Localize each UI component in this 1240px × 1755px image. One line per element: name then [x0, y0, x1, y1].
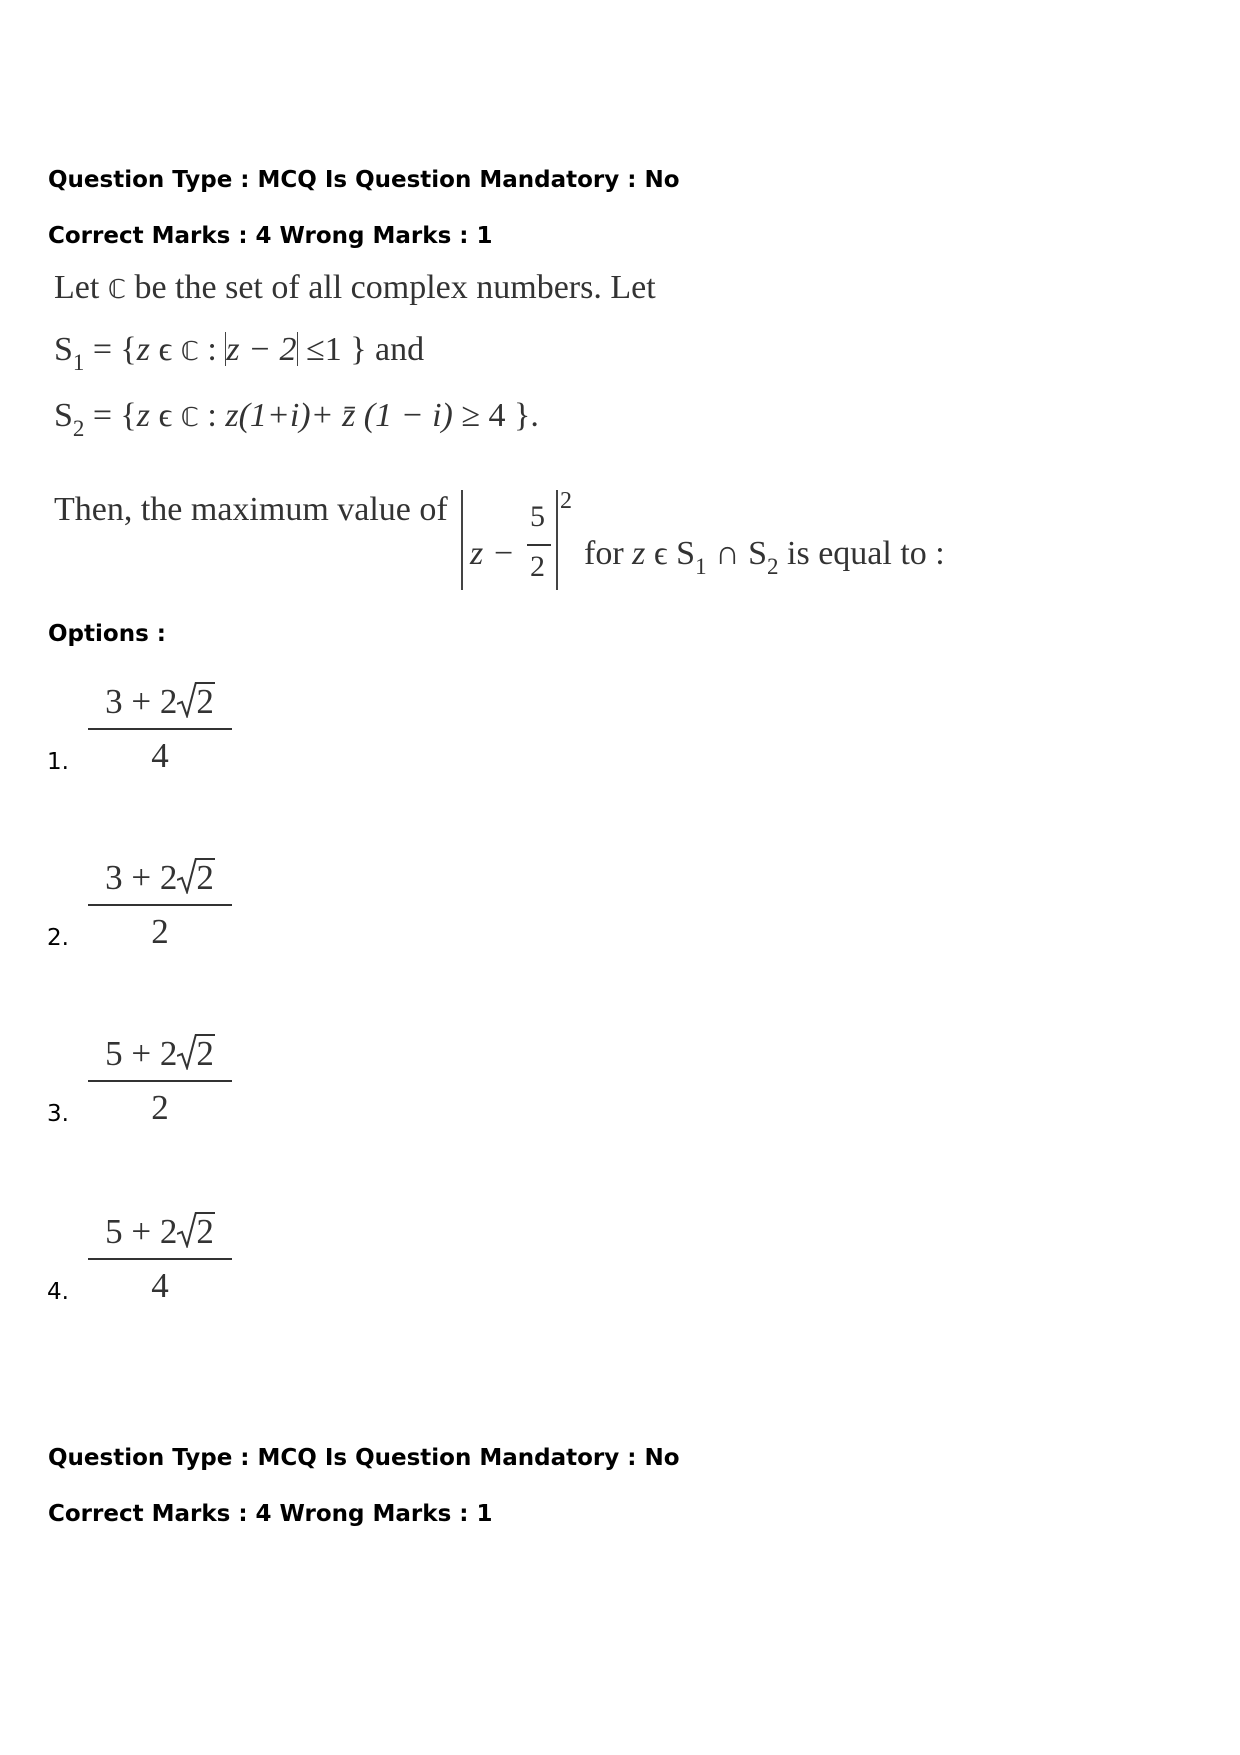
question-type-line: Question Type : MCQ Is Question Mandatory : No — [48, 1445, 680, 1471]
option-2-fraction[interactable]: 3 + 2 2 2 — [88, 856, 232, 952]
question-type-line: Question Type : MCQ Is Question Mandatory : No — [48, 167, 680, 193]
options-label: Options : — [48, 621, 166, 647]
option-4-fraction[interactable]: 5 + 2 2 4 — [88, 1210, 232, 1306]
marks-line: Correct Marks : 4 Wrong Marks : 1 — [48, 1501, 493, 1527]
option-number: 3. — [47, 1101, 69, 1127]
option-3-fraction[interactable]: 5 + 2 2 2 — [88, 1032, 232, 1128]
set-s1-definition: $S_1 = \{z$ ϵ ℂ : z − 2 ≤1 } and — [54, 331, 425, 375]
option-number: 4. — [47, 1279, 69, 1305]
option-1-fraction[interactable]: 3 + 2 2 4 — [88, 680, 232, 776]
complex-set-symbol: ℂ — [107, 275, 126, 305]
set-s2-definition: $S_2 = \{z$ ϵ ℂ : z(1+i)+ z̄ (1 − i) ≥ 4 }. — [54, 397, 539, 441]
question-stem-line1: Let ℂ be the set of all complex numbers. Let — [54, 269, 656, 306]
marks-line: Correct Marks : 4 Wrong Marks : 1 — [48, 223, 493, 249]
option-number: 1. — [47, 749, 69, 775]
option-number: 2. — [47, 925, 69, 951]
